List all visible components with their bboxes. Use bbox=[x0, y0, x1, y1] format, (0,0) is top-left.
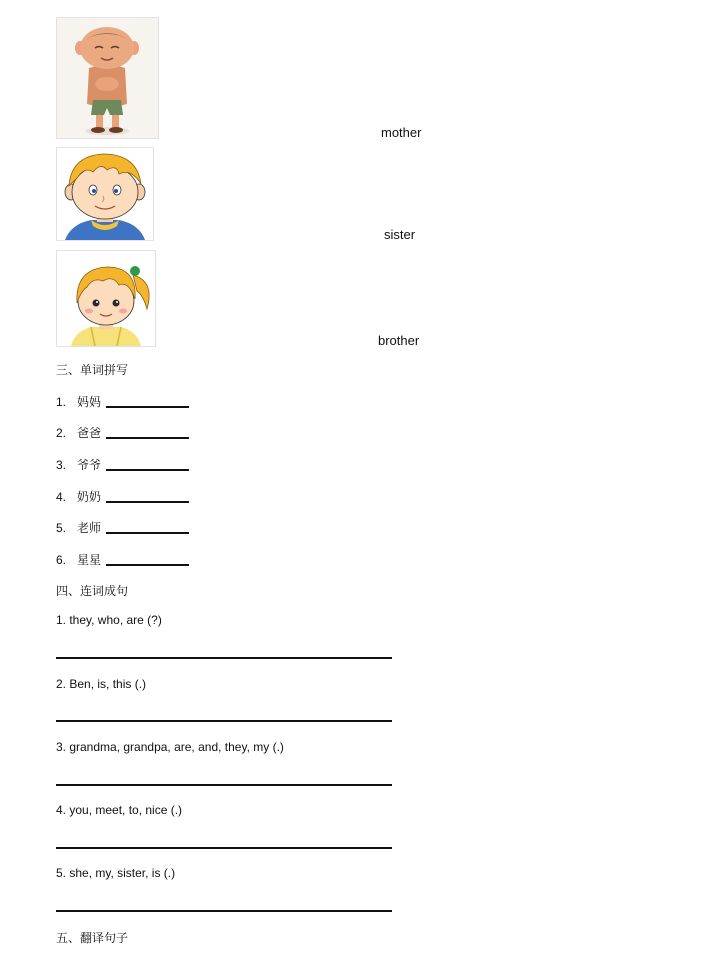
answer-blank[interactable] bbox=[106, 532, 189, 534]
item-text: 爸爸 bbox=[77, 426, 102, 440]
answer-blank[interactable] bbox=[106, 501, 189, 503]
spelling-item bbox=[56, 488, 101, 508]
question-text: 2. Ben, is, this (.) bbox=[56, 677, 147, 691]
spelling-item bbox=[56, 393, 101, 413]
answer-blank[interactable] bbox=[106, 406, 189, 408]
spelling-item bbox=[56, 519, 101, 539]
spelling-item bbox=[56, 456, 101, 476]
question-text: 5. she, my, sister, is (.) bbox=[56, 866, 176, 880]
section-3-title: 三、单词拼写 bbox=[56, 363, 129, 377]
item-number: 1. bbox=[56, 395, 67, 409]
section-5-title: 五、翻译句子 bbox=[56, 931, 129, 945]
girl-picture bbox=[56, 250, 156, 347]
answer-blank[interactable] bbox=[106, 564, 189, 566]
section-4-title: 四、连词成句 bbox=[56, 584, 129, 598]
question-text: 3. grandma, grandpa, are, and, they, my (.) bbox=[56, 740, 284, 754]
grandpa-picture bbox=[56, 17, 159, 139]
item-number: 6. bbox=[56, 553, 67, 567]
word-mother: mother bbox=[381, 125, 422, 140]
answer-line[interactable] bbox=[56, 720, 392, 722]
item-number: 4. bbox=[56, 490, 67, 504]
question-text: 4. you, meet, to, nice (.) bbox=[56, 803, 183, 817]
answer-line[interactable] bbox=[56, 657, 392, 659]
answer-blank[interactable] bbox=[106, 469, 189, 471]
item-text: 妈妈 bbox=[77, 395, 102, 409]
item-number: 5. bbox=[56, 521, 67, 535]
word-sister: sister bbox=[384, 227, 416, 242]
answer-line[interactable] bbox=[56, 847, 392, 849]
spelling-item bbox=[56, 551, 101, 571]
item-text: 爷爷 bbox=[77, 458, 102, 472]
item-text: 奶奶 bbox=[77, 490, 102, 504]
spelling-item bbox=[56, 424, 101, 444]
boy-picture bbox=[56, 147, 154, 241]
question-text: 1. they, who, are (?) bbox=[56, 613, 162, 627]
item-text: 星星 bbox=[77, 553, 102, 567]
answer-line[interactable] bbox=[56, 910, 392, 912]
word-brother: brother bbox=[378, 333, 420, 348]
answer-blank[interactable] bbox=[106, 437, 189, 439]
item-number: 3. bbox=[56, 458, 67, 472]
item-text: 老师 bbox=[77, 521, 102, 535]
item-number: 2. bbox=[56, 426, 67, 440]
answer-line[interactable] bbox=[56, 784, 392, 786]
